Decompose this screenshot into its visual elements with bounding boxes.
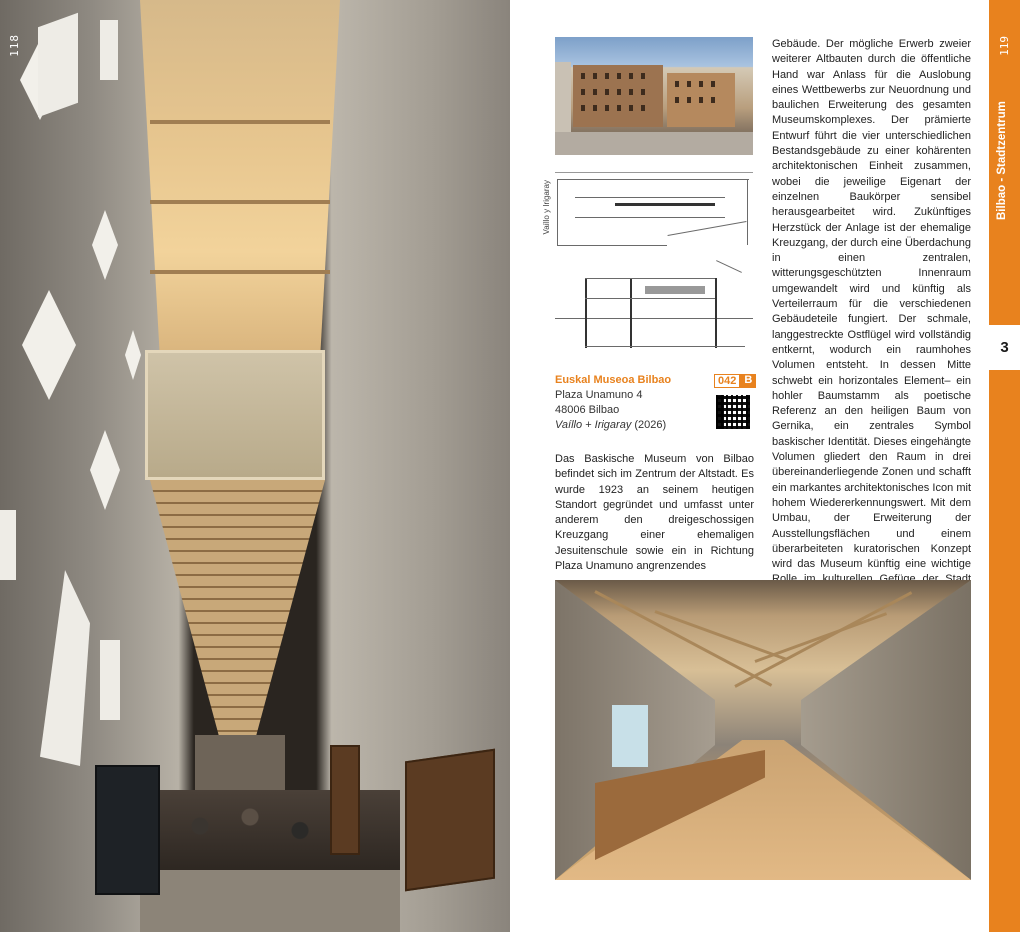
entry-title: Euskal Museoa Bilbao <box>555 374 672 386</box>
display-case <box>95 765 160 895</box>
exterior-photo <box>555 37 753 155</box>
corridor <box>150 480 325 740</box>
suspended-volume <box>145 350 325 480</box>
right-page <box>510 0 1020 932</box>
ceiling-beam <box>150 120 330 124</box>
entry-category: B <box>740 374 756 388</box>
ceiling-beam <box>150 270 330 274</box>
page-number: 118 <box>8 34 21 57</box>
body-text-column-2: Gebäude. Der mögliche Erwerb zweier weiterer Altbauten durch die öffentliche Hand war Anlass für die Auslobung eines Wettbewerbs zur Neuordnung und baulichen Erweiterung des gesamten Museumskomplexes. Der prämierte Entwurf führt die vier unterschiedlichen Bestandsgebäude zu einer kohärenten architektonischen Einheit zusammen, wobei die jeweilige Eigenart der einzelnen Baukörper sensibel herausgearbeitet wird. Zukünftiges Herzstück der Anlage ist der ehemalige Kreuzgang, der durch eine Überdachung in einen zentralen, witterungsgeschützten Innenraum umgewandelt wird und künftig als Verteilerraum für die verschiedenen Gebäudeteile fungiert. Der schmale, langgestreckte Ostflügel wird vollständig entkernt, wodurch ein raumhohes Volumen entsteht. In dessen Mitte schwebt ein horizontales Element– ein hohler Baumstamm als poetische Referenz an den heiligen Baum von Gernika, ein zentrales Symbol baskischer Identität. Dieses eingehängte Volumen gliedert den Raum in drei übereinanderliegende Zonen und schafft ein markantes architektonisches Icon mit hohem Wiedererkennungswert. Mit dem Umbau, der Erweiterung der Ausstellungsflächen und einem überarbeiteten kuratorischen Konzept wird das Museum künftig eine wichtige <box>772 38 971 571</box>
building <box>555 62 571 132</box>
entry-architect-line <box>555 418 755 433</box>
visitor-crowd <box>150 790 400 880</box>
window-slot <box>40 563 90 776</box>
building <box>573 65 663 127</box>
entry-address-street: Plaza Unamuno 4 <box>555 389 643 401</box>
floor-plan-drawing <box>555 172 753 251</box>
window-slot <box>100 20 118 80</box>
entry-architect: Vaíllo + Irigaray <box>555 419 632 431</box>
carved-door <box>330 745 360 855</box>
interior-photo <box>555 580 971 880</box>
building <box>667 73 735 127</box>
floor-slab <box>140 870 400 932</box>
section-drawing <box>555 258 753 354</box>
section-tab <box>989 0 1020 932</box>
window-diamond <box>90 430 120 510</box>
window-diamond <box>125 330 141 380</box>
window-slot <box>38 13 78 118</box>
entry-address-city: 48006 Bilbao <box>555 404 620 416</box>
section-header <box>996 70 1008 220</box>
plaza <box>555 132 753 155</box>
window-slot <box>100 640 120 720</box>
window-slot <box>0 510 16 580</box>
body-text-column-1: Das Baskische Museum von Bilbao befindet sich im Zentrum der Altstadt. Es wurde 1923 an seinem heutigen Standort gegründet und umfasst unter anderem den dreigeschossigen Kreuzgang einer ehemaligen Jesuitenschule sowie ein in Richtung Plaza Unamuno angrenzendes <box>555 453 754 573</box>
entry-number: 042 <box>714 374 740 388</box>
window-diamond <box>92 210 118 280</box>
section-title: Bilbao - Stadtzentrum <box>996 101 1008 220</box>
window-diamond <box>22 290 76 400</box>
projection-screen <box>612 705 648 767</box>
entry-year: (2026) <box>634 419 667 431</box>
chapter-number: 3 <box>989 325 1020 370</box>
entry-info <box>555 374 755 433</box>
carved-door <box>405 749 495 892</box>
drawing-caption: Vaíllo y Irigaray <box>542 180 551 235</box>
ceiling-beam <box>150 200 330 204</box>
page-number: 119 <box>998 36 1011 56</box>
atrium-ceiling <box>140 0 340 360</box>
